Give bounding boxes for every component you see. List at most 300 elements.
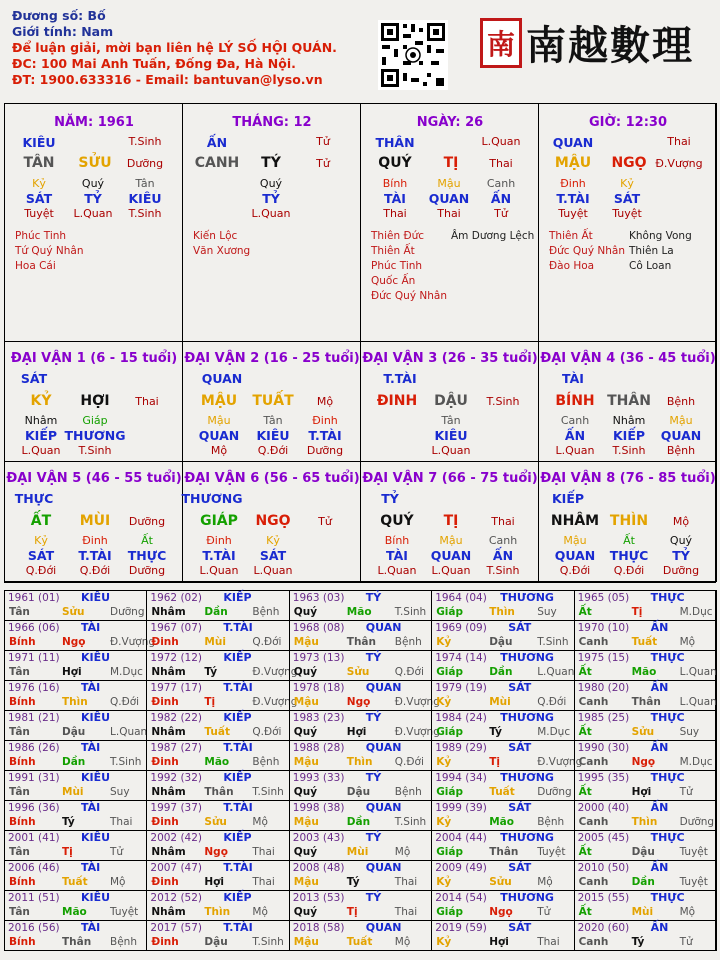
luck-period-cell <box>538 341 717 462</box>
annual-year-cell <box>431 890 574 921</box>
annual-life-stage: Thai <box>110 816 133 828</box>
annual-stem: Tân <box>9 606 30 618</box>
hidden-ten-god: T.TÀI <box>202 548 236 563</box>
annual-stem: Mậu <box>293 696 319 708</box>
hidden-ten-god: KIÊU <box>128 191 162 206</box>
annual-branch: Tị <box>62 846 73 858</box>
annual-branch: Dậu <box>631 846 655 858</box>
annual-stem: Đinh <box>151 756 179 768</box>
annual-branch: Tị <box>489 756 500 768</box>
annual-life-stage: Bệnh <box>537 816 565 828</box>
annual-branch: Sửu <box>489 876 512 888</box>
year-label: 1980 (20) <box>577 682 630 694</box>
luck-period-cell <box>538 461 717 582</box>
annual-branch: Hợi <box>346 726 367 738</box>
annual-ten-god: THƯƠNG <box>500 891 554 904</box>
annual-ten-god: QUAN <box>365 681 402 694</box>
annual-life-stage: Dưỡng <box>110 606 145 618</box>
annual-life-stage: M.Dục <box>679 606 713 618</box>
hidden-ten-god: SÁT <box>25 191 53 206</box>
life-stage-label: T.Sinh <box>486 395 520 408</box>
earthly-branch: NGỌ <box>255 513 291 529</box>
hidden-ten-god: SÁT <box>613 191 641 206</box>
year-label: 1982 (22) <box>150 712 203 724</box>
earthly-branch: TUẤT <box>252 393 294 409</box>
ten-god-label: THÂN <box>375 135 415 150</box>
annual-life-stage: Q.Đới <box>252 636 282 648</box>
annual-stem: Canh <box>578 816 609 828</box>
annual-year-cell <box>431 860 574 891</box>
annual-year-cell <box>4 800 147 831</box>
annual-branch: Tý <box>631 936 645 948</box>
hidden-stem: Kỷ <box>32 177 46 190</box>
year-label: 2004 (44) <box>435 832 487 844</box>
annual-branch: Thìn <box>489 606 515 618</box>
hidden-stem: Bính <box>382 177 408 190</box>
year-label: 2016 (56) <box>8 922 60 934</box>
earthly-branch: MÙI <box>79 513 111 529</box>
annual-year-cell <box>4 620 156 651</box>
hidden-life-stage: Bệnh <box>666 444 696 457</box>
hidden-life-stage: Q.Đới <box>613 564 645 577</box>
year-label: 2020 (60) <box>577 922 630 934</box>
annual-ten-god: THỰC <box>650 651 685 664</box>
pillar-header: THÁNG: 12 <box>232 115 312 130</box>
luck-period-cell <box>182 341 361 462</box>
annual-branch: Sửu <box>631 726 655 738</box>
heavenly-stem: QUÝ <box>380 513 414 529</box>
hidden-ten-god: THỰC <box>127 548 167 563</box>
annual-year-cell <box>574 860 717 891</box>
hidden-stem: Đinh <box>82 534 108 547</box>
hidden-ten-god: SÁT <box>259 548 287 563</box>
hidden-life-stage: T.Sinh <box>78 444 112 457</box>
pillar-header: NĂM: 1961 <box>54 115 134 130</box>
hidden-life-stage: L.Quan <box>377 564 417 577</box>
year-label: 2009 (49) <box>435 862 487 874</box>
annual-ten-god: TÀI <box>81 921 101 934</box>
gender-value: Nam <box>81 24 114 39</box>
annual-branch: Thìn <box>631 816 658 828</box>
ten-god-label: THƯƠNG <box>181 491 243 506</box>
annual-year-cell <box>574 710 717 741</box>
hidden-stem: Mậu <box>563 534 587 547</box>
annual-stem: Nhâm <box>151 606 186 618</box>
annual-life-stage: Bệnh <box>252 606 280 618</box>
annual-branch: Thân <box>346 636 376 648</box>
year-label: 1976 (16) <box>8 682 60 694</box>
life-stage-label: Tử <box>316 135 330 148</box>
annual-life-stage: Tuyệt <box>110 906 139 918</box>
annual-year-cell <box>574 650 717 681</box>
luck-period-cell <box>360 461 539 582</box>
hidden-stem: Canh <box>488 534 518 547</box>
annual-ten-god: KIẾP <box>223 591 252 604</box>
year-label: 1993 (33) <box>292 772 345 784</box>
year-label: 2003 (43) <box>292 832 345 844</box>
annual-stem: Giáp <box>436 906 464 918</box>
annual-ten-god: T.TÀI <box>223 621 253 634</box>
ten-god-label: TÀI <box>562 371 584 386</box>
year-label: 2000 (40) <box>577 802 630 814</box>
annual-branch: Mão <box>204 756 230 768</box>
annual-stem: Tân <box>9 786 30 798</box>
annual-year-cell <box>289 890 432 921</box>
special-stars-list <box>15 229 83 274</box>
hidden-ten-god: TÀI <box>386 548 408 563</box>
ten-god-label: SÁT <box>20 371 48 386</box>
annual-stem: Tân <box>9 666 30 678</box>
luck-period-cell <box>4 461 183 582</box>
annual-life-stage: Q.Đới <box>537 696 567 708</box>
annual-year-cell <box>574 590 717 621</box>
hidden-stem: Mậu <box>439 534 463 547</box>
annual-branch: Sửu <box>346 666 370 678</box>
annual-branch: Mão <box>62 906 87 918</box>
annual-year-cell <box>4 650 147 681</box>
earthly-branch: DẬU <box>434 393 468 409</box>
annual-stem: Quý <box>293 786 318 798</box>
year-label: 2001 (41) <box>8 832 60 844</box>
hidden-stem: Kỷ <box>266 534 280 547</box>
year-label: 1972 (12) <box>150 652 203 664</box>
hidden-life-stage: Q.Đới <box>79 564 111 577</box>
annual-branch: Hợi <box>631 786 652 798</box>
annual-ten-god: QUAN <box>365 741 402 754</box>
year-label: 2017 (57) <box>150 922 203 934</box>
annual-stem: Tân <box>9 846 30 858</box>
year-label: 1987 (27) <box>150 742 203 754</box>
year-label: 1985 (25) <box>577 712 630 724</box>
year-label: 1990 (30) <box>577 742 630 754</box>
pillar-header: GIỜ: 12:30 <box>589 115 667 130</box>
special-star: Cô Loan <box>629 260 672 272</box>
annual-life-stage: Đ.Vượng <box>252 666 298 678</box>
annual-ten-god: TỶ <box>365 771 382 784</box>
annual-life-stage: Bệnh <box>252 756 280 768</box>
ten-god-label: QUAN <box>552 135 594 150</box>
life-stage-label: Thai <box>667 135 691 148</box>
annual-year-cell <box>431 650 574 681</box>
annual-stem: Canh <box>578 936 609 948</box>
hidden-stem: Quý <box>259 177 283 190</box>
annual-year-cell <box>146 650 298 681</box>
annual-ten-god: TÀI <box>81 861 101 874</box>
annual-life-stage: Thai <box>394 906 418 918</box>
hidden-ten-god: TỶ <box>84 191 102 206</box>
annual-year-cell <box>289 650 432 681</box>
annual-ten-god: TỶ <box>365 891 382 904</box>
luck-period-header: ĐẠI VẬN 3 (26 - 35 tuổi) <box>362 351 538 366</box>
annual-branch: Tuất <box>631 636 658 648</box>
annual-branch: Thân <box>204 786 234 798</box>
heavenly-stem: MẬU <box>554 155 592 171</box>
annual-life-stage: M.Dục <box>110 666 143 678</box>
annual-branch: Dần <box>631 876 655 888</box>
annual-stem: Mậu <box>293 936 319 948</box>
ten-god-label: KIÊU <box>22 135 56 150</box>
annual-branch: Hợi <box>489 936 509 948</box>
year-label: 2006 (46) <box>8 862 60 874</box>
annual-life-stage: Q.Đới <box>110 696 140 708</box>
annual-year-cell <box>574 620 717 651</box>
hidden-ten-god: TỶ <box>262 191 280 206</box>
hidden-stem: Mậu <box>207 414 231 427</box>
hidden-ten-god: ẤN <box>492 548 514 563</box>
annual-stem: Đinh <box>151 696 179 708</box>
hidden-ten-god: KIÊU <box>256 428 290 443</box>
annual-life-stage: M.Dục <box>537 726 571 738</box>
annual-ten-god: KIẾP <box>223 891 252 904</box>
annual-life-stage: Q.Đới <box>394 666 424 678</box>
annual-stem: Canh <box>578 636 609 648</box>
luck-period-cell <box>360 341 539 462</box>
annual-year-cell <box>146 590 289 621</box>
year-label: 1964 (04) <box>435 592 487 604</box>
earthly-branch: TÝ <box>261 155 281 171</box>
annual-year-cell <box>431 830 574 861</box>
annual-ten-god: KIÊU <box>81 771 111 784</box>
life-stage-label: Thai <box>489 157 513 170</box>
earthly-branch: THÌN <box>609 513 649 529</box>
annual-life-stage: Dưỡng <box>679 816 715 828</box>
special-star: Phúc Tinh <box>371 260 423 272</box>
annual-ten-god: ẤN <box>650 921 669 934</box>
life-stage-label: Tử <box>318 515 332 528</box>
ten-god-label: T.TÀI <box>383 371 417 386</box>
annual-stem: Ất <box>578 786 592 798</box>
annual-branch: Tị <box>204 696 216 708</box>
annual-life-stage: Suy <box>679 726 700 738</box>
annual-life-stage: Bệnh <box>394 636 422 648</box>
luck-period-header: ĐẠI VẬN 8 (76 - 85 tuổi) <box>540 471 716 486</box>
annual-life-stage: Mộ <box>679 636 696 648</box>
heavenly-stem: QUÝ <box>378 155 412 171</box>
year-label: 1962 (02) <box>150 592 203 604</box>
annual-ten-god: SÁT <box>508 921 532 934</box>
annual-year-cell <box>289 590 432 621</box>
annual-branch: Hợi <box>204 876 224 888</box>
annual-year-cell <box>574 770 717 801</box>
annual-ten-god: THỰC <box>650 891 685 904</box>
hidden-stem: Canh <box>486 177 516 190</box>
hidden-life-stage: L.Quan <box>253 564 293 577</box>
year-label: 1984 (24) <box>435 712 487 724</box>
year-label: 1970 (10) <box>577 622 630 634</box>
annual-life-stage: T.Sinh <box>110 756 142 768</box>
annual-life-stage: Mộ <box>252 816 268 828</box>
annual-stem: Đinh <box>151 816 179 828</box>
annual-year-cell <box>289 710 440 741</box>
hidden-life-stage: Thai <box>383 207 407 220</box>
annual-ten-god: KIẾP <box>223 831 252 844</box>
annual-life-stage: Mộ <box>679 906 696 918</box>
hidden-life-stage: Tử <box>494 207 508 220</box>
annual-branch: Mão <box>346 606 372 618</box>
annual-year-cell <box>574 890 717 921</box>
annual-branch: Tuất <box>204 726 230 738</box>
annual-year-cell <box>431 770 574 801</box>
hidden-stem: Ất <box>141 534 153 547</box>
ten-god-label: QUAN <box>201 371 243 386</box>
luck-period-header: ĐẠI VẬN 4 (36 - 45 tuổi) <box>540 351 716 366</box>
hidden-ten-god: QUAN <box>660 428 702 443</box>
special-stars-list <box>629 229 692 274</box>
annual-life-stage: Thai <box>252 876 275 888</box>
annual-ten-god: QUAN <box>365 921 402 934</box>
hidden-ten-god: QUAN <box>428 191 470 206</box>
annual-branch: Ngọ <box>631 756 656 768</box>
life-stage-label: Đ.Vượng <box>655 157 703 170</box>
hidden-life-stage: L.Quan <box>431 444 471 457</box>
heavenly-stem: NHÂM <box>550 513 600 529</box>
annual-branch: Hợi <box>62 666 82 678</box>
annual-year-cell <box>431 590 574 621</box>
annual-ten-god: THỰC <box>650 771 685 784</box>
annual-year-cell <box>289 740 432 771</box>
hidden-stem: Mậu <box>669 414 693 427</box>
annual-branch: Dần <box>346 816 371 828</box>
earthly-branch: NGỌ <box>611 155 647 171</box>
year-label: 1968 (08) <box>292 622 345 634</box>
annual-ten-god: TỶ <box>365 651 382 664</box>
annual-ten-god: TÀI <box>81 681 101 694</box>
year-label: 2014 (54) <box>435 892 487 904</box>
annual-ten-god: SÁT <box>508 861 532 874</box>
annual-ten-god: ẤN <box>650 741 669 754</box>
hidden-ten-god: SÁT <box>27 548 55 563</box>
annual-life-stage: Thai <box>537 936 560 948</box>
annual-life-stage: T.Sinh <box>394 606 427 618</box>
year-label: 1961 (01) <box>8 592 60 604</box>
annual-ten-god: KIÊU <box>81 831 111 844</box>
hidden-ten-god: T.TÀI <box>78 548 112 563</box>
annual-stem: Quý <box>293 666 318 678</box>
annual-stem: Bính <box>9 876 36 888</box>
annual-ten-god: QUAN <box>365 861 402 874</box>
year-label: 2019 (59) <box>435 922 487 934</box>
annual-ten-god: T.TÀI <box>223 681 253 694</box>
annual-stem: Kỷ <box>436 876 452 888</box>
hidden-ten-god: TÀI <box>384 191 406 206</box>
annual-ten-god: T.TÀI <box>223 921 253 934</box>
hidden-life-stage: T.Sinh <box>486 564 520 577</box>
special-star: Thiên La <box>629 245 674 257</box>
contact-line: Để luận giải, mời bạn liên hệ LÝ SỐ HỘI QUÁN. <box>12 40 337 55</box>
annual-branch: Tuất <box>62 876 88 888</box>
life-stage-label: Mộ <box>316 395 334 408</box>
annual-ten-god: ẤN <box>650 801 669 814</box>
special-star: Kiến Lộc <box>193 230 238 242</box>
annual-branch: Mùi <box>62 786 84 798</box>
annual-ten-god: KIẾP <box>223 651 252 664</box>
bazi-chart <box>4 103 716 583</box>
special-stars-list <box>451 229 534 244</box>
annual-stem: Giáp <box>436 846 464 858</box>
annual-branch: Mùi <box>631 906 654 918</box>
annual-stem: Canh <box>578 696 609 708</box>
annual-stem: Kỷ <box>436 636 452 648</box>
annual-life-stage: Dưỡng <box>537 786 572 798</box>
annual-year-cell <box>431 740 583 771</box>
annual-year-cell <box>146 620 289 651</box>
annual-branch: Ngọ <box>346 696 371 708</box>
annual-year-cell <box>574 830 717 861</box>
year-label: 1998 (38) <box>292 802 345 814</box>
annual-branch: Dậu <box>62 726 86 738</box>
heavenly-stem: MẬU <box>200 393 238 409</box>
annual-stem: Quý <box>293 846 318 858</box>
special-star: Văn Xương <box>193 245 251 257</box>
hidden-life-stage: L.Quan <box>431 564 471 577</box>
annual-branch: Thìn <box>62 696 88 708</box>
annual-year-cell <box>574 680 717 711</box>
annual-stem: Đinh <box>151 936 179 948</box>
special-star: Thiên Ất <box>371 245 415 257</box>
year-label: 1986 (26) <box>8 742 60 754</box>
annual-year-cell <box>146 890 289 921</box>
annual-year-cell <box>4 740 147 771</box>
year-label: 1974 (14) <box>435 652 487 664</box>
annual-ten-god: TỶ <box>365 591 382 604</box>
annual-ten-god: KIÊU <box>81 591 111 604</box>
annual-ten-god: T.TÀI <box>223 801 253 814</box>
hidden-life-stage: T.Sinh <box>612 444 646 457</box>
luck-period-header: ĐẠI VẬN 5 (46 - 55 tuổi) <box>6 471 182 486</box>
hidden-stem: Nhâm <box>612 414 646 427</box>
pillar-cell <box>182 103 361 342</box>
annual-year-cell <box>431 920 574 951</box>
annual-ten-god: TÀI <box>81 801 101 814</box>
annual-branch: Dần <box>62 756 86 768</box>
special-star: Đức Quý Nhân <box>371 290 447 302</box>
hidden-life-stage: Q.Đới <box>257 444 289 457</box>
hidden-stem: Kỷ <box>34 534 48 547</box>
annual-life-stage: Tử <box>679 786 693 798</box>
heavenly-stem: CANH <box>194 155 240 171</box>
annual-life-stage: T.Sinh <box>252 786 284 798</box>
special-star: Thiên Ất <box>549 230 593 242</box>
annual-life-stage: Suy <box>110 786 130 798</box>
annual-life-stage: T.Sinh <box>394 816 427 828</box>
annual-branch: Dần <box>489 666 513 678</box>
hidden-ten-god: KIÊU <box>434 428 468 443</box>
annual-year-cell <box>146 800 289 831</box>
annual-year-cell <box>4 860 147 891</box>
annual-life-stage: T.Sinh <box>537 636 569 648</box>
annual-stem: Bính <box>9 936 36 948</box>
annual-stem: Quý <box>293 726 318 738</box>
annual-branch: Ngọ <box>62 636 86 648</box>
annual-ten-god: ẤN <box>650 861 669 874</box>
year-label: 1975 (15) <box>577 652 630 664</box>
hidden-stem: Quý <box>81 177 105 190</box>
annual-year-cell <box>146 770 289 801</box>
annual-stem: Bính <box>9 696 36 708</box>
annual-stem: Kỷ <box>436 816 452 828</box>
annual-year-cell <box>289 800 432 831</box>
annual-stem: Ất <box>578 606 592 618</box>
annual-year-cell <box>431 710 574 741</box>
annual-year-cell <box>146 860 289 891</box>
hidden-stem: Quý <box>669 534 693 547</box>
annual-life-stage: Bệnh <box>110 936 137 948</box>
year-label: 2015 (55) <box>577 892 630 904</box>
qr-code-icon <box>378 20 448 90</box>
annual-life-stage: Tuyệt <box>537 846 566 858</box>
annual-ten-god: TÀI <box>81 621 101 634</box>
annual-life-stage: L.Quan <box>679 666 717 678</box>
